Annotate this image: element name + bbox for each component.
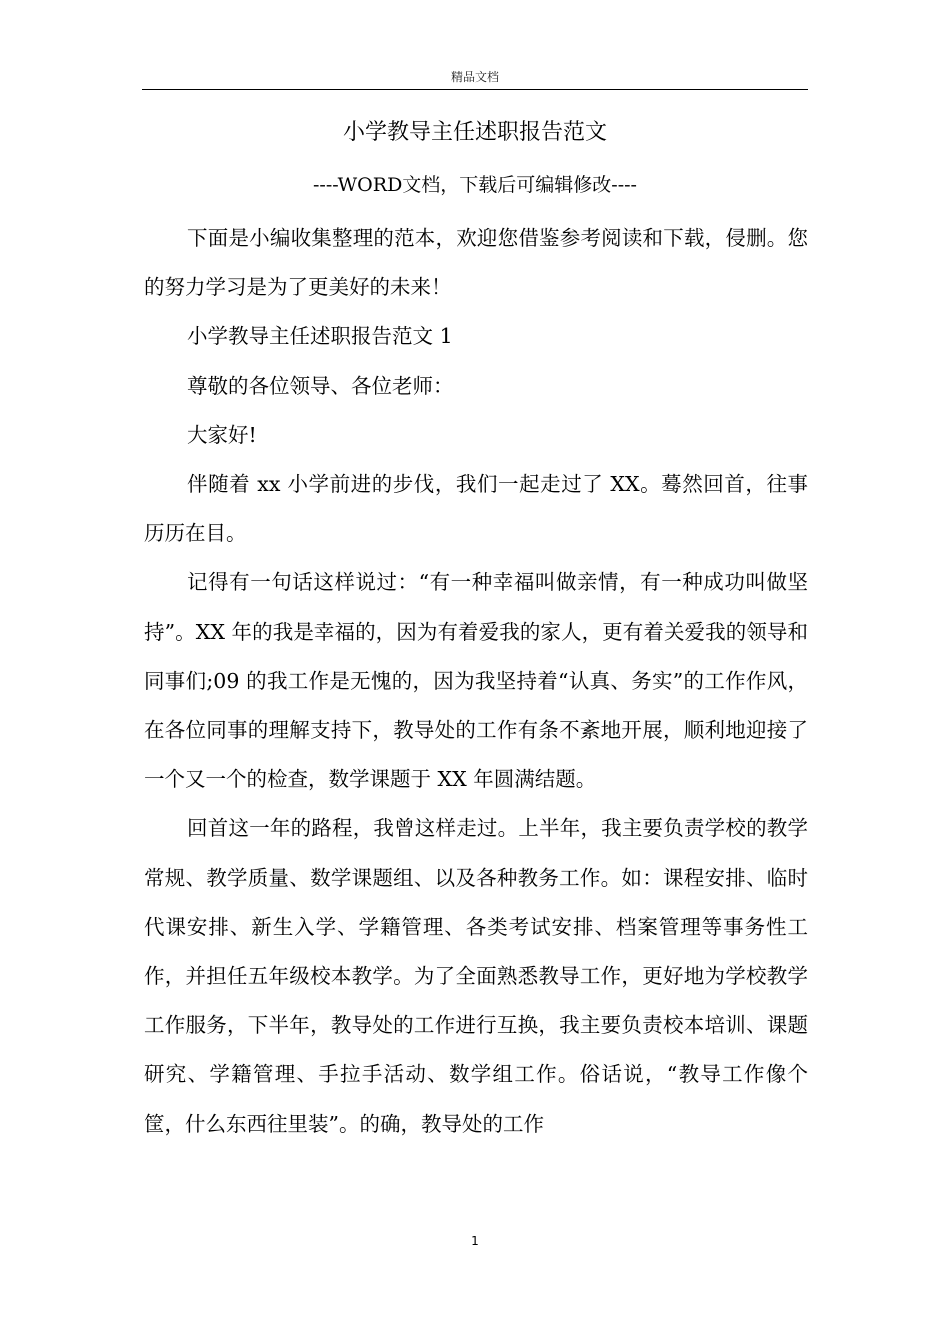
document-title: 小学教导主任述职报告范文 (342, 120, 607, 145)
paragraph-body: 伴随着 xx 小学前进的步伐，我们一起走过了 XX。蓦然回首，往事历历在目。 (144, 472, 808, 546)
paragraph-section-heading: 小学教导主任述职报告范文 1 (187, 324, 453, 349)
paragraph-salutation: 尊敬的各位领导、各位老师： (187, 373, 454, 398)
paragraph-body: 回首这一年的路程，我曾这样走过。上半年，我主要负责学校的教学常规、教学质量、数学课题组、以及各种教务工作。如：课程安排、临时代课安排、新生入学、学籍管理、各类考试安排、档案管理等事务性工作，并担任五年级校本教学。为了全面熟悉教导工作，更好地为学校教学工作服务，下半年，教导处的工作进行互换，我主要负责校本培训、课题研究、学籍管理、手拉手活动、数学组工作。俗话说，“教导工作像个筐，什么东西往里装”。的确，教导处的工作 (144, 816, 808, 1136)
paragraph-body: 记得有一句话这样说过：“有一种幸福叫做亲情，有一种成功叫做坚持”。XX 年的我是幸福的，因为有着爱我的家人，更有着关爱我的领导和同事们;09 的我工作是无愧的，因为我坚持着“认真、务实”的工作作风，在各位同事的理解支持下，教导处的工作有条不紊地开展，顺利地迎接了一个又一个的检查，数学课题于 XX 年圆满结题。 (144, 570, 808, 792)
page-header (142, 0, 808, 90)
document-subtitle: ----WORD文档，下载后可编辑修改---- (313, 174, 637, 196)
paragraph-greeting: 大家好! (187, 422, 257, 447)
document-body (144, 214, 808, 1149)
header-text: 精品文档 (450, 70, 499, 84)
page-number: 1 (471, 1234, 479, 1248)
paragraph-intro: 下面是小编收集整理的范本，欢迎您借鉴参考阅读和下载，侵删。您的努力学习是为了更美好的未来！ (144, 226, 808, 300)
